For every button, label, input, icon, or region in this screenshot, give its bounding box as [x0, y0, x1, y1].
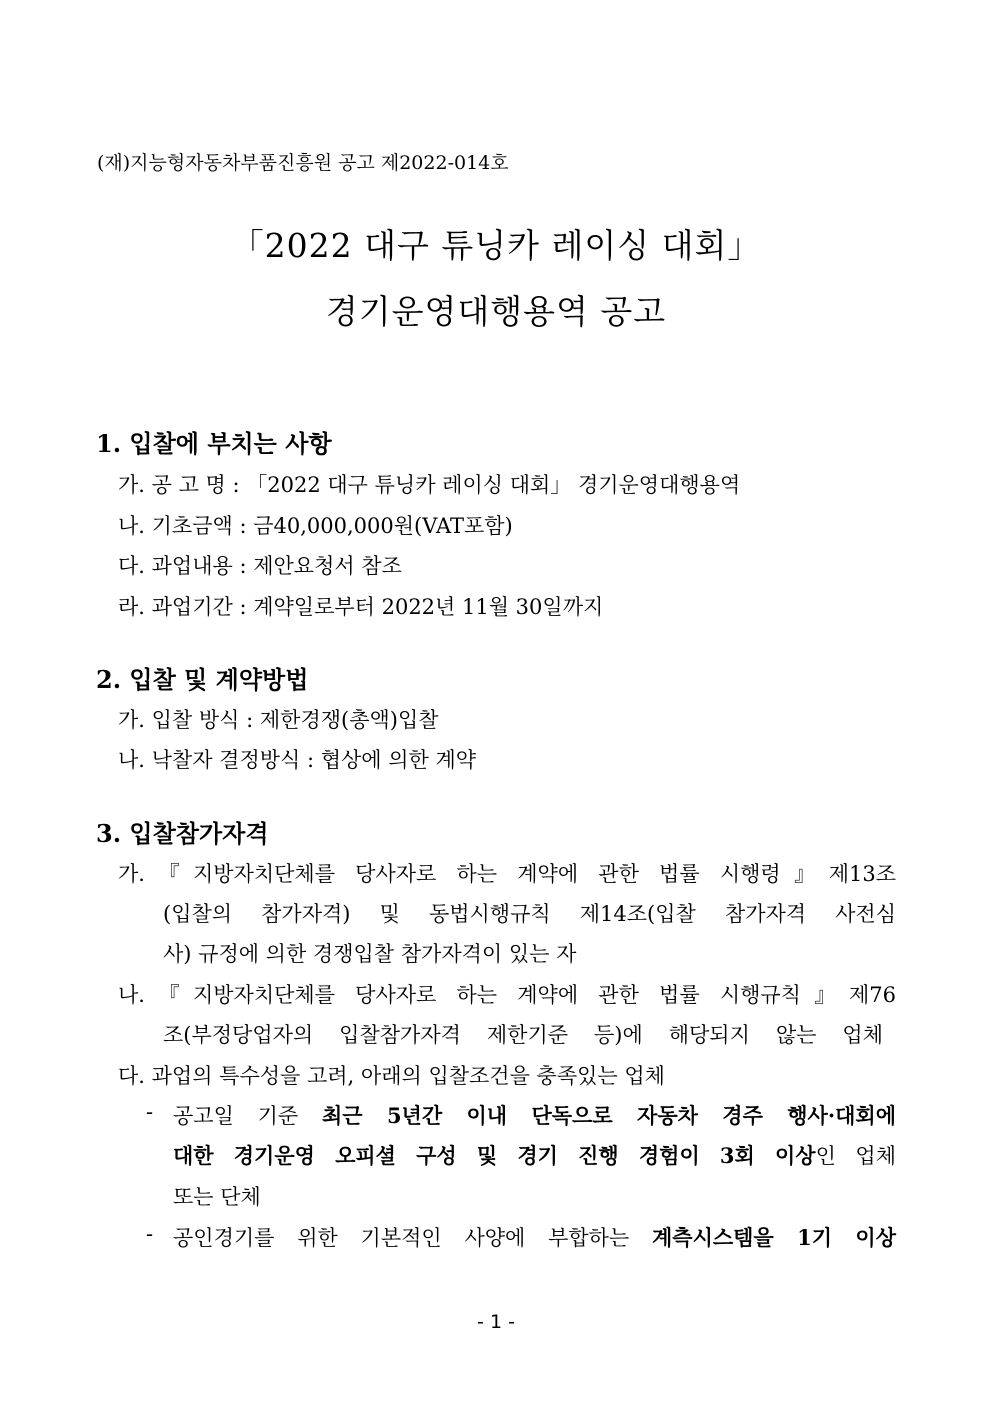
bullet1-line2: [173, 1140, 896, 1170]
bullet1-suffix: 인 업체: [815, 1144, 896, 1168]
notice-number: (재)지능형자동차부품진흥원 공고 제2022-014호: [97, 152, 509, 174]
bullet2-prefix: 공인경기를 위한 기본적인 사양에 부합하는: [173, 1226, 630, 1250]
section1-item-base-amount: 나. 기초금액 : 금40,000,000원(VAT포함): [118, 514, 513, 538]
bullet2-line1: [173, 1222, 896, 1252]
bullet-dash: -: [146, 1222, 154, 1246]
section3-item-b-line1: 나.『지방자치단체를 당사자로 하는 계약에 관한 법률 시행규칙』제76: [118, 983, 896, 1007]
section-heading-3: 3. 입찰참가자격: [96, 819, 269, 848]
document-title-line1: 「2022 대구 튜닝카 레이싱 대회」: [230, 226, 762, 265]
section3-item-a-line1: 가.『지방자치단체를 당사자로 하는 계약에 관한 법률 시행령』제13조: [118, 862, 896, 886]
section2-item-award-method: 나. 낙찰자 결정방식 : 협상에 의한 계약: [118, 748, 477, 772]
section3-item-c: 다. 과업의 특수성을 고려, 아래의 입찰조건을 충족있는 업체: [118, 1064, 665, 1088]
section1-item-task-content: 다. 과업내용 : 제안요청서 참조: [118, 554, 402, 578]
bullet1-line1: [173, 1100, 896, 1130]
bullet1-bold-line2: 대한 경기운영 오피셜 구성 및 경기 진행 경험이 3회 이상: [173, 1143, 816, 1168]
section3-item-b-line2: 조(부정당업자의 입찰참가자격 제한기준 등)에 해당되지 않는 업체: [163, 1023, 883, 1047]
section3-item-a-line3: 사) 규정에 의한 경쟁입찰 참가자격이 있는 자: [163, 942, 577, 966]
document-title-line2: 경기운영대행용역 공고: [325, 292, 667, 331]
bullet-dash: -: [146, 1100, 154, 1124]
section2-item-bid-method: 가. 입찰 방식 : 제한경쟁(총액)입찰: [118, 708, 439, 732]
section1-item-announcement-name: 가. 공 고 명 : 「2022 대구 튜닝카 레이싱 대회」 경기운영대행용역: [118, 473, 741, 497]
section-heading-1: 1. 입찰에 부치는 사항: [96, 429, 332, 458]
section-heading-2: 2. 입찰 및 계약방법: [96, 665, 309, 694]
bullet1-line3: 또는 단체: [173, 1185, 261, 1209]
section3-item-a-line2: (입찰의 참가자격) 및 동법시행규칙 제14조(입찰 참가자격 사전심: [163, 902, 897, 926]
bullet2-bold: 계측시스템을 1기 이상: [652, 1225, 896, 1250]
bullet1-prefix: 공고일 기준: [173, 1104, 299, 1128]
bullet1-bold-line1: 최근 5년간 이내 단독으로 자동차 경주 행사·대회에: [321, 1103, 896, 1128]
section1-item-task-period: 라. 과업기간 : 계약일로부터 2022년 11월 30일까지: [118, 595, 604, 619]
page-number: - 1 -: [477, 1311, 515, 1333]
